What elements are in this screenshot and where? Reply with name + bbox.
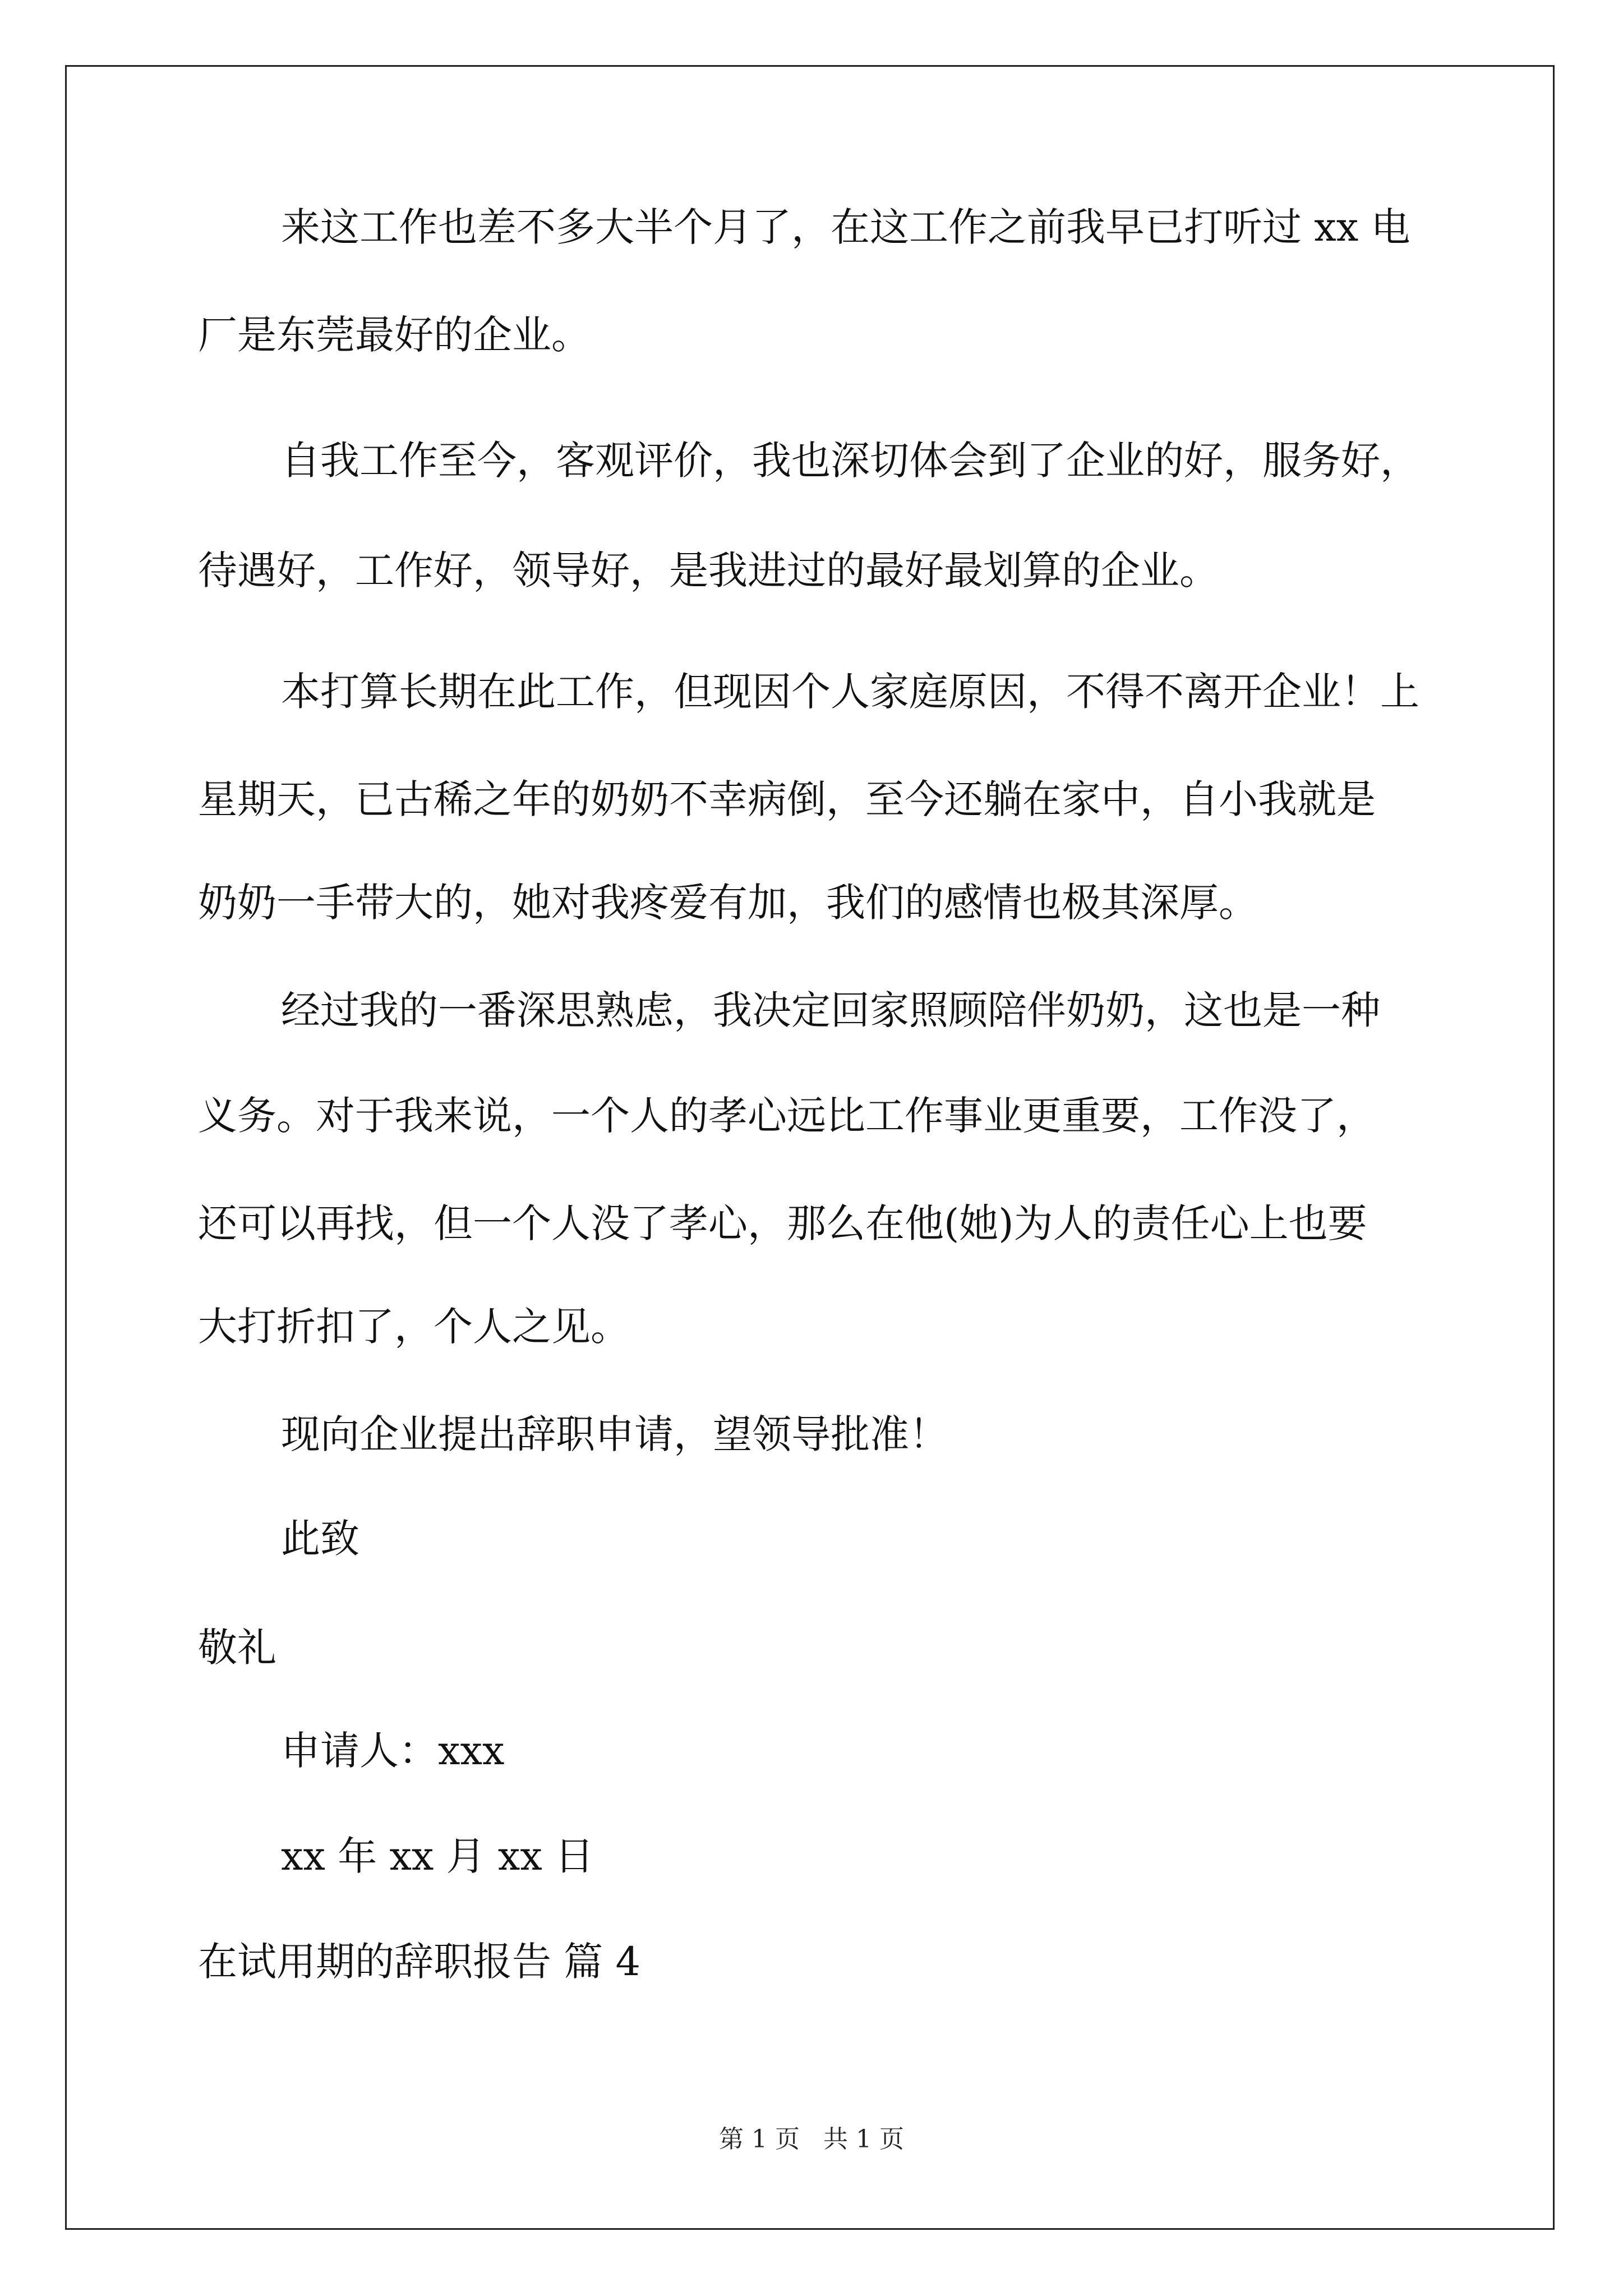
- applicant-signature: 申请人：xxx: [281, 1728, 505, 1774]
- paragraph-line-5: 本打算长期在此工作，但现因个人家庭原因，不得不离开企业！上: [281, 669, 1419, 715]
- page-footer: 第 1 页 共 1 页: [719, 2125, 904, 2154]
- next-section-heading: 在试用期的辞职报告 篇 4: [198, 1939, 641, 1985]
- paragraph-line-4: 待遇好，工作好，领导好，是我进过的最好最划算的企业。: [198, 547, 1219, 593]
- signature-date: xx 年 xx 月 xx 日: [281, 1833, 594, 1879]
- closing-regards: 敬礼: [198, 1625, 276, 1671]
- paragraph-line-11: 大打折扣了，个人之见。: [198, 1304, 630, 1350]
- paragraph-line-8: 经过我的一番深思熟虑，我决定回家照顾陪伴奶奶，这也是一种: [281, 987, 1380, 1033]
- paragraph-line-2: 厂是东莞最好的企业。: [198, 312, 591, 358]
- paragraph-line-3: 自我工作至今，客观评价，我也深切体会到了企业的好，服务好，: [281, 438, 1419, 484]
- page-border: [65, 65, 1555, 2230]
- paragraph-line-10: 还可以再找，但一个人没了孝心，那么在他(她)为人的责任心上也要: [198, 1200, 1367, 1246]
- paragraph-line-1: 来这工作也差不多大半个月了，在这工作之前我早已打听过 xx 电: [281, 204, 1410, 250]
- paragraph-line-7: 奶奶一手带大的，她对我疼爱有加，我们的感情也极其深厚。: [198, 880, 1258, 926]
- paragraph-line-12: 现向企业提出辞职申请，望领导批准！: [281, 1411, 948, 1457]
- paragraph-line-6: 星期天，已古稀之年的奶奶不幸病倒，至今还躺在家中，自小我就是: [198, 776, 1376, 822]
- closing-salutation: 此致: [281, 1516, 359, 1562]
- paragraph-line-9: 义务。对于我来说，一个人的孝心远比工作事业更重要，工作没了，: [198, 1093, 1376, 1139]
